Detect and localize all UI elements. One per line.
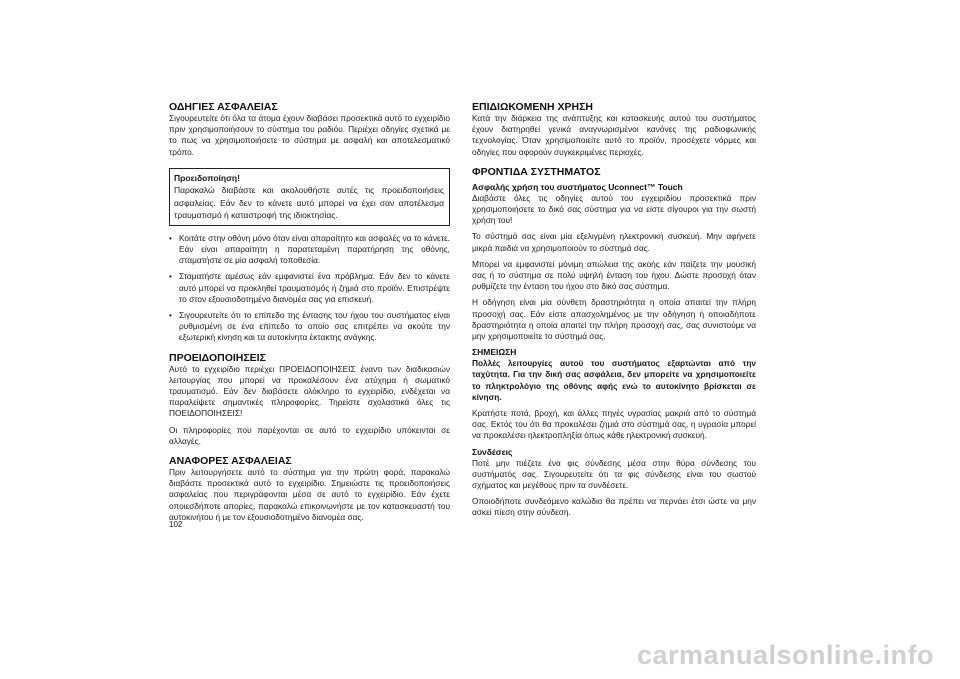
- safety-bullet-list: [169, 233, 450, 344]
- warning-title: Προειδοποίηση!: [174, 172, 240, 183]
- electronic-device-paragraph: Το σύστημά σας είναι μία εξελιγμένη ηλεκτρονική συσκευή. Μην αφήνετε μικρά παιδιά να χρησιμοποιούν το σύστημά σας.: [472, 231, 756, 253]
- safety-references-paragraph: Πριν λειτουργήσετε αυτό το σύστημα για την πρώτη φορά, παρακαλώ διαβάστε προσεκτικά αυτό το εγχειρίδιο. Σημειώστε τις προειδοποιήσεις ασφαλείας που περιγράφονται μέσα σε αυτό το εγχειρίδιο. Εάν έχετε οποιεσδήποτε απορίες, παρακαλώ επικοινωνήστε με τον κατασκευαστή του αυτοκινήτου ή με τον εξουσιοδοτημένο διανομέα σας.: [169, 467, 450, 522]
- warning-box: [169, 168, 450, 226]
- bullet-item: • Κοιτάτε στην οθόνη μόνο όταν είναι απαραίτητο και ασφαλές να το κάνετε. Εάν είναι απαραίτητη η παρατεταμένη παρατήρηση της οθόνης, σταματήστε σε μία ασφαλή τοποθεσία.: [169, 233, 450, 267]
- left-column: [169, 101, 450, 528]
- connections-paragraph: Ποτέ μην πιέζετε ένα φις σύνδεσης μέσα στην θύρα σύνδεσης του συστήματός σας. Σιγουρευτείτε ότι τα φις σύνδεσης είναι του σωστού σχήματος και μεγέθους πριν τα συνδέσετε.: [472, 457, 756, 491]
- connections-subheading: Συνδέσεις: [472, 446, 513, 457]
- intended-use-paragraph: Κατά την διάρκεια της ανάπτυξης και κατασκευής αυτού του συστήματος έχουν διατηρηθεί γενικά αναγνωρισμένοι κανόνες της ραδιοφωνικής τεχνολογίας. Όταν χρησιμοποιείτε αυτό το προϊόν, προσέχετε νόρμες και οδηγίες που αφορούν συγκεκριμένες περιοχές.: [472, 113, 756, 157]
- watermark: carmanualsonline.info: [636, 640, 934, 670]
- driving-attention-paragraph: Η οδήγηση είναι μία σύνθετη δραστηριότητα η οποία απαιτεί την πλήρη προσοχή σας. Εάν είστε απασχολημένος με την οδήγηση ή οποιαδήποτε δραστηριότητα η οποία απαιτεί την πλήρη προσοχή σας, σας συνιστούμε να μην χρησιμοποιείτε το σύστημά σας.: [472, 297, 756, 342]
- safety-intro-paragraph: Σιγουρευτείτε ότι όλα τα άτομα έχουν διαβάσει προσεκτικά αυτό το εγχειρίδιο πριν χρησιμοποιήσουν το σύστημα του ραδιόυ. Περιέχει οδηγίες σχετικά με το πως να χρησιμοποιήσετε το σύστημα με ασφαλή και αποτελεσματικό τρόπο.: [169, 113, 450, 157]
- bullet-item: • Σταματήστε αμέσως εάν εμφανιστεί ένα πρόβλημα. Εάν δεν το κάνετε αυτό μπορεί να προκληθεί τραυματισμός ή ζημιά στο προϊόν. Επιστρέψτε το στον εξουσιοδοτημένο διανομέα σας για επισκευή.: [169, 271, 450, 305]
- warnings-paragraph: Αυτό το εγχειρίδιο περιέχει ΠΡΟΕΙΔΟΠΟΙΗΣΕΙΣ έναντι των διαδικασιών λειτουργίας που μπορεί να προκαλέσουν ένα ατύχημα ή σωματικό τραυματισμό. Εάν δεν διαβάσετε ολόκληρο το εγχειρίδιο, ενδέχεται να παραλείψετε σημαντικές πληροφορίες. Τηρείστε σχολαστικά όλες τις ΠΟΕΙΔΟΠΟΙΗΣΕΙΣ!: [169, 363, 450, 419]
- hearing-loss-paragraph: Μπορεί να εμφανιστεί μόνιμη απώλεια της ακοής εάν παίζετε την μουσική σας ή το σύστημα σε πολύ υψηλή ένταση του ήχου. Δώστε προσοχή όταν ρυθμίζετε την ένταση του ήχου στο δικό σας σύστημα.: [472, 258, 756, 292]
- bullet-item: • Σιγουρευτείτε ότι το επίπεδο της έντασης του ήχου του συστήματος είναι ρυθμισμένη σε ένα επίπεδο το οποίο σας επιτρέπει να ακούτε την εξωτερική κίνηση και τα αυτοκίνητα έκτακτης ανάγκης.: [169, 310, 450, 344]
- safety-references-heading: ΑΝΑΦΟΡΕΣ ΑΣΦΑΛΕΙΑΣ: [169, 455, 292, 468]
- note-body: Πολλές λειτουργίες αυτού του συστήματος εξαρτώνται από την ταχύτητα. Για την δική σας ασφάλεια, δεν μπορείτε να χρησιμοποιείτε το πληκτρολόγιο της οθόνης αφής ενώ το αυτοκίνητο βρίσκεται σε κίνηση.: [472, 358, 756, 402]
- warnings-heading: ΠΡΟΕΙΔΟΠΟΙΗΣΕΙΣ: [169, 351, 266, 364]
- system-care-heading: ΦΡΟΝΤΙΔΑ ΣΥΣΤΗΜΑΤΟΣ: [472, 165, 601, 178]
- cable-paragraph: Οποιοδήποτε συνδεόμενο καλώδιο θα πρέπει να περνάει έτσι ώστε να μην ασκεί πίεση στην σύνδεση.: [472, 496, 756, 518]
- changes-paragraph: Οι πληροφορίες που παρέχονται σε αυτό το εγχειρίδιο υπόκεινται σε αλλαγές.: [169, 424, 450, 446]
- safe-use-subheading: Ασφαλής χρήση του συστήματος Uconnect™ Touch: [472, 181, 683, 192]
- right-column: [472, 101, 756, 524]
- page-number: 102: [169, 520, 183, 529]
- safe-use-paragraph: Διαβάστε όλες τις οδηγίες αυτού του εγχειριδίου προσεκτικά πριν χρησιμοποιήσετε το δικό σας σύστημα για να είστε σίγουροι για την σωστή χρήση του!: [472, 192, 756, 226]
- safety-instructions-heading: ΟΔΗΓΙΕΣ ΑΣΦΑΛΕΙΑΣ: [169, 101, 278, 113]
- warning-body: Παρακαλώ διαβάστε και ακολουθήστε αυτές τις προειδοποιήσεις ασφαλείας. Εάν δεν το κάνετε αυτό μπορεί να έχει σαν αποτέλεσμα τραυματισμό ή καταστροφή της ιδιοκτησίας.: [174, 185, 444, 221]
- moisture-paragraph: Κρατήστε ποτά, βροχή, και άλλες πηγές υγρασίας μακριά από το σύστημά σας. Εκτός του ότι θα προκαλέσει ζημιά στο σύστημά σας, η υγρασία μπορεί να προκαλέσει ηλεκτροπληξία όπως κάθε ηλεκτρονική συσκευή.: [472, 408, 756, 441]
- intended-use-heading: ΕΠΙΔΙΩΚΟΜΕΝΗ ΧΡΗΣΗ: [472, 101, 593, 113]
- note-heading: ΣΗΜΕΙΩΣΗ: [472, 347, 517, 358]
